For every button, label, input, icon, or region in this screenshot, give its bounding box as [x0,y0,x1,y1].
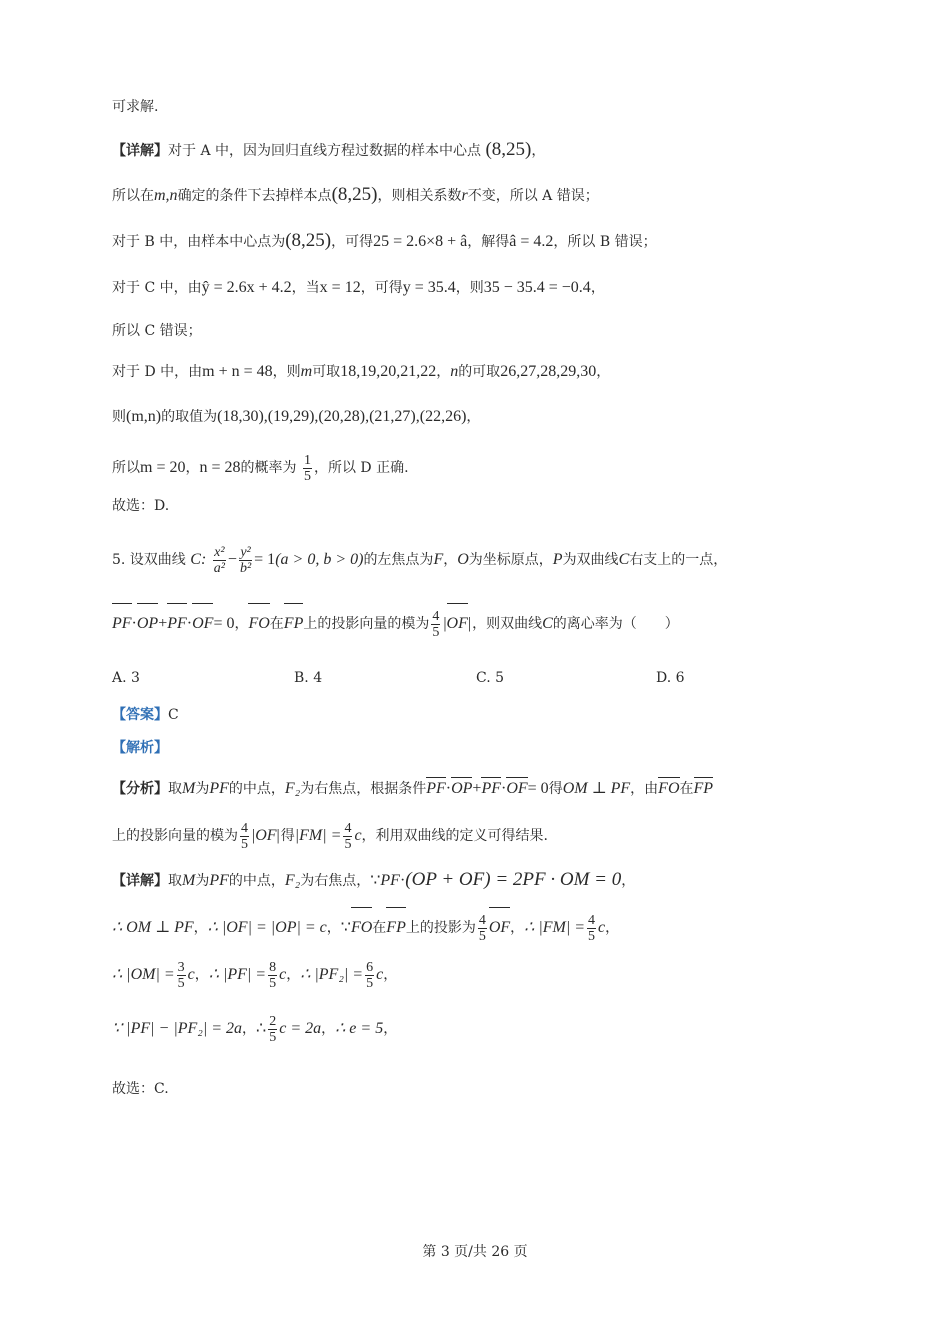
fraction: $\frac{6}{5}$ [366,959,374,991]
text: ， [621,873,636,889]
math: (m,n) [126,408,162,425]
answer-value: C [168,707,179,723]
math: 18,19,20,21,22 [340,363,437,380]
math: y = 35.4 [402,279,456,296]
text: ，则 [272,364,301,380]
fenxi-line-1 [112,778,713,800]
math: c = 2a [279,1020,322,1037]
text: 取 [168,873,182,889]
text: ，则 [455,280,484,296]
text: 则 [112,409,126,425]
text: ， [286,967,301,983]
answer-line [112,704,179,726]
text: 为双曲线 [562,552,619,568]
text: ， [326,920,341,936]
vector: FO [658,778,679,800]
text: 为右焦点，根据条件 [300,781,427,797]
text: ， [596,364,611,380]
text: 得 [280,828,295,844]
text: 对于 C 中，由 [112,280,202,296]
text: ， [443,552,458,568]
text: 对于 D 中，由 [112,364,203,380]
vector: OF [489,908,510,948]
text: ， [510,920,525,936]
math: M [182,780,196,797]
math: x = 12 [319,279,361,296]
text: ，所以 D 正确. [313,460,409,476]
math: m + n = 48 [202,363,273,380]
text: 5. 设双曲线 [112,552,186,568]
text-line [112,277,605,299]
math: ∵ [370,872,381,889]
vector: PF [112,604,132,644]
text-line [112,139,545,162]
math: c [354,827,362,844]
math: (a > 0, b > 0) [275,551,364,568]
text-line [112,320,202,342]
text: 取 [168,781,182,797]
text: 的取值为 [161,409,218,425]
text: ， [605,920,620,936]
math: c [598,919,606,936]
text: 故选：C. [112,1081,169,1097]
text: ， [466,409,481,425]
math: 25 = 2.6×8 + â [373,233,468,250]
math: P [552,551,563,568]
vector: OF [506,778,527,800]
text: ， [383,967,398,983]
math: (18,30),(19,29),(20,28),(21,27),(22,26) [217,408,467,425]
math: c [279,966,287,983]
math: c [376,966,384,983]
text: 的可取 [458,364,501,380]
fraction: $\frac{\text{x²}}{\text{a²}}$ [213,544,225,576]
analysis-line [112,737,168,759]
text-line [112,96,158,118]
text: 的中点， [228,781,285,797]
vector: FO [248,604,269,644]
text: ，则双曲线 [472,616,543,632]
math: n [450,363,459,380]
text: ，由 [630,781,659,797]
text: ，解得 [467,234,510,250]
math: m [300,363,313,380]
text-line [112,495,169,517]
question-5-line-2 [112,604,679,644]
math: (8,25) [285,230,332,251]
option-a: A. 3 [112,670,140,686]
math: · [501,780,507,797]
text: ，当 [291,280,320,296]
text: 上的投影向量的模为 [303,616,430,632]
math: ∴ |FM| = [524,919,586,936]
text: 在 [679,781,694,797]
text-line [112,406,480,428]
math: (8,25) [485,139,532,160]
text: ，可得 [331,234,374,250]
text-line [112,230,657,253]
xiangjie-line-4 [112,1009,397,1049]
math: = 1 [254,551,276,568]
math: C: [190,551,207,568]
text: 可求解. [112,99,159,115]
math: 26,27,28,29,30 [500,363,597,380]
text: 右支上的一点， [629,552,728,568]
page-footer: 第 3 页/共 26 页 [422,1244,528,1260]
text: 上的投影为 [405,920,476,936]
math: C [618,551,630,568]
math: ∴ |OM| = [112,966,175,983]
math: + [158,615,168,632]
text: ， [194,967,209,983]
vector: OF [192,604,213,644]
text: 所以 C 错误； [112,323,202,339]
math: c [187,966,195,983]
detail-tag: 【详解】 [112,873,168,889]
math: PF [380,872,400,889]
math: (OP + OF) = 2PF · OM = 0 [405,869,622,890]
vector: PF [167,604,187,644]
fraction: $\frac{4}{5}$ [478,912,486,944]
text: ，则相关系数 [377,188,462,204]
math: n = 28 [199,459,241,476]
math: (8,25) [331,184,378,205]
vector: FO [351,908,372,948]
text: 所以 [112,460,140,476]
math: â = 4.2 [509,233,554,250]
question-5 [112,540,727,580]
text: ， [590,280,605,296]
text: 在 [269,616,284,632]
math: ∴ |PF| = [208,966,267,983]
option-c: C. 5 [476,670,505,686]
math: F₂ [284,872,301,889]
fraction: $\frac{4}{5}$ [241,820,248,852]
math: ∴ |PF₂| = [300,966,364,983]
math: = 0 [213,615,235,632]
final-answer-line [112,1078,169,1100]
text-line [112,184,599,207]
vector: PF [481,778,501,800]
fraction: $\frac{\text{y²}}{\text{b²}}$ [239,544,252,576]
text: 为 [195,781,210,797]
analysis-tag: 【解析】 [112,740,168,756]
math: F [433,551,444,568]
text: 故选：D. [112,498,170,514]
math: · [131,615,137,632]
math: + [472,780,482,797]
math: ∵ |PF| − |PF₂| = 2a [112,1020,243,1037]
vector: PF [426,778,446,800]
math: · [399,872,406,889]
vector: FP [284,604,304,644]
vector: FP [386,908,406,948]
text: ， [383,1021,398,1037]
math: − [227,551,237,568]
text: ， [193,920,208,936]
detail-tag: 【详解】 [112,143,168,159]
math: ∴ e = 5 [335,1020,384,1037]
fraction: $\frac{8}{5}$ [269,959,277,991]
text: 为坐标原点， [468,552,553,568]
xiangjie-line-2 [112,908,619,948]
abs-vector: |OF| [442,615,472,632]
text: ， [436,364,451,380]
math: ∴ |OF| = |OP| = c [207,919,327,936]
fraction: $\frac{4}{5}$ [588,912,596,944]
text: 不变，所以 A 错误； [467,188,599,204]
text: 在 [372,920,387,936]
text-line [112,450,409,486]
math: ∴ OM ⊥ PF [112,919,194,936]
math: = 0 [527,780,549,797]
math: · [445,780,452,797]
fraction: $\frac{4}{5}$ [432,608,440,640]
vector: OP [137,604,158,644]
math: PF [209,872,229,889]
math: PF [209,780,229,797]
option-d: D. 6 [656,670,685,686]
text: ， [234,616,249,632]
fraction: $\frac{1}{5}$ [303,452,311,484]
text: 上的投影向量的模为 [112,828,238,844]
text: 对于 B 中，由样本中心点为 [112,234,286,250]
abs-vector: |OF| [252,827,280,844]
text: ，利用双曲线的定义可得结果. [361,828,548,844]
text: 所以在 [112,188,154,204]
math: |FM| = [294,827,342,844]
fenxi-line-2 [112,816,548,856]
text: 的离心率为（ ） [552,616,679,632]
math: m,n [154,187,178,204]
text: ， [242,1021,257,1037]
xiangjie-line-1 [112,869,635,892]
text: 为右焦点， [300,873,371,889]
math: ∴ [256,1020,267,1037]
math: ŷ = 2.6x + 4.2 [201,279,292,296]
vector: OP [451,778,472,800]
fraction: $\frac{3}{5}$ [177,959,185,991]
math: ∵ [340,919,351,936]
math: O [457,551,469,568]
text: 的概率为 [240,460,297,476]
text: 对于 A 中，因为回归直线方程过数据的样本中心点 [168,143,482,159]
option-b: B. 4 [294,670,323,686]
math: r [461,187,468,204]
text: ， [321,1021,336,1037]
math: F₂ [284,780,301,797]
text: ，所以 B 错误； [553,234,657,250]
text-line [112,361,610,383]
text: ，可得 [360,280,403,296]
text: ， [185,460,200,476]
xiangjie-line-3 [112,955,397,995]
text: 可取 [312,364,341,380]
text: 的中点， [228,873,285,889]
math: · [186,615,193,632]
text: 得 [548,781,563,797]
math: OM ⊥ PF [562,780,631,797]
fraction: $\frac{4}{5}$ [344,820,352,852]
text: 为 [195,873,210,889]
fenxi-tag: 【分析】 [112,781,168,797]
math: 35 − 35.4 = −0.4 [483,279,591,296]
math: C [542,615,553,632]
text: 确定的条件下去掉样本点 [177,188,332,204]
text: 的左焦点为 [363,552,434,568]
math: M [182,872,196,889]
text: ， [531,143,546,159]
answer-tag: 【答案】 [112,707,168,723]
fraction: $\frac{2}{5}$ [269,1013,277,1045]
math: m = 20 [140,459,186,476]
vector: FP [694,778,714,800]
